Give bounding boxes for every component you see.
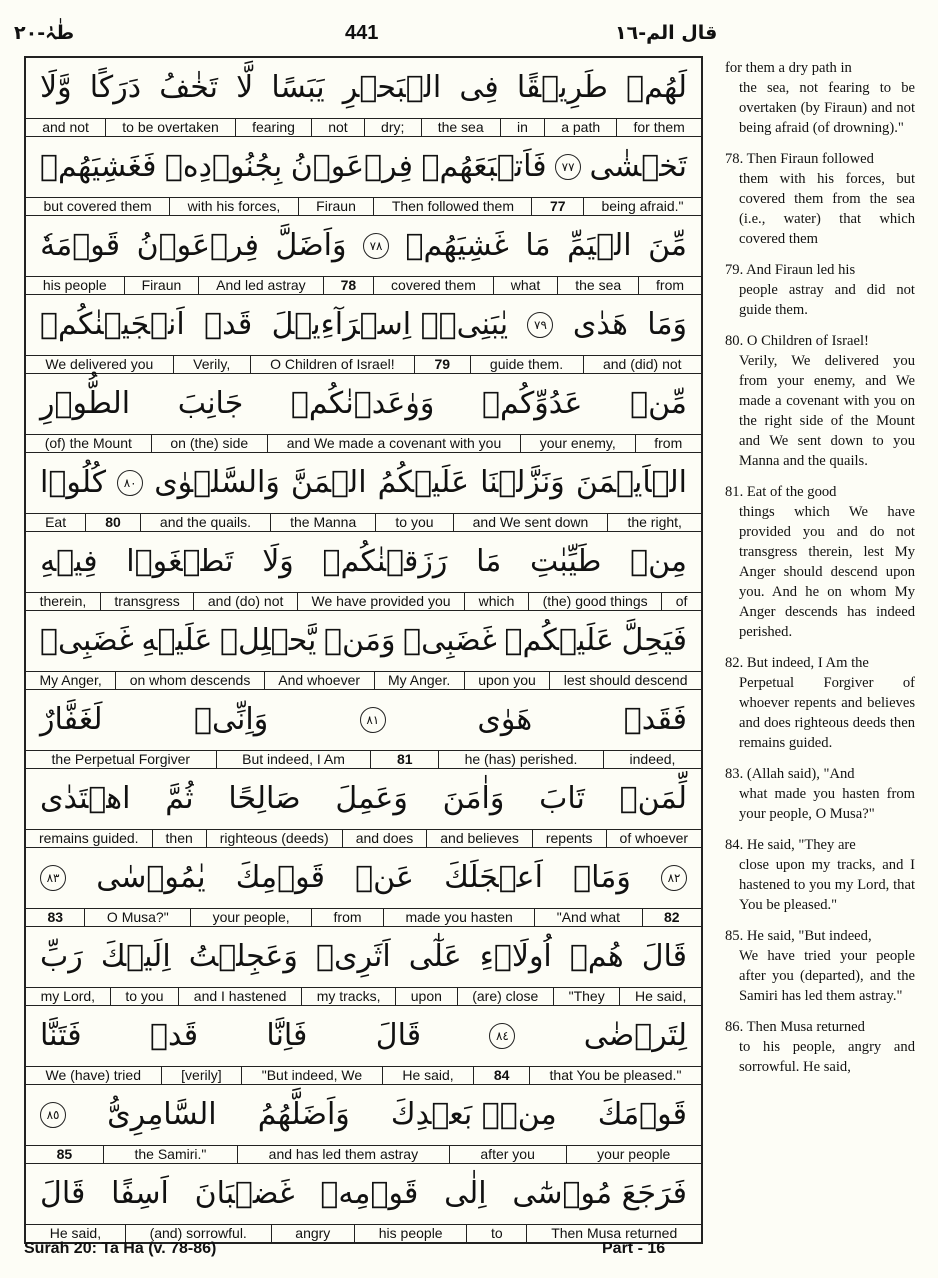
verse-marker-icon: ٨١	[360, 707, 386, 733]
arabic-word: قَدۡ	[149, 1018, 199, 1053]
english-gloss: the Samiri."	[103, 1146, 237, 1163]
arabic-word: عَدُوِّكُمۡ	[482, 386, 583, 421]
english-gloss-line	[26, 671, 701, 690]
arabic-word: عَلَيۡهِ	[141, 623, 213, 658]
english-gloss: Eat	[45, 514, 67, 530]
english-gloss: not	[311, 119, 364, 136]
arabic-line	[26, 374, 701, 434]
english-gloss: Firaun	[124, 277, 199, 294]
arabic-word: غَضۡبَانَ	[194, 1176, 295, 1211]
arabic-line	[26, 611, 701, 671]
english-gloss: the Manna	[270, 514, 375, 531]
english-gloss: angry	[271, 1225, 354, 1242]
arabic-word: لِّمَنۡ	[619, 781, 687, 816]
english-gloss: then	[152, 830, 206, 847]
arabic-word: مِّنَ	[648, 228, 687, 263]
english-gloss: 80	[85, 514, 140, 531]
page-number: 441	[345, 22, 379, 44]
english-gloss: but covered them	[43, 198, 152, 214]
arabic-word: الۡبَحۡرِ	[342, 70, 442, 105]
arabic-word: فَرَجَعَ مُوۡسٰٓى	[512, 1176, 687, 1211]
arabic-word: وَمَاۤ	[573, 860, 631, 895]
english-gloss: Then Musa returned	[526, 1225, 701, 1242]
arabic-word: اَنۡجَيۡنٰكُمۡ	[40, 307, 185, 342]
english-gloss: the Perpetual Forgiver	[51, 751, 191, 767]
arabic-word: وَالسَّلۡوٰى	[154, 465, 280, 500]
word-by-word-grid	[24, 56, 703, 1244]
english-gloss: that You be pleased."	[529, 1067, 701, 1084]
arabic-word: تَخٰفُ	[159, 70, 218, 105]
arabic-line	[26, 769, 701, 829]
translation-paragraph	[725, 835, 915, 915]
english-gloss: We (have) tried	[45, 1067, 141, 1083]
translation-paragraph	[725, 58, 915, 138]
english-gloss: We have provided you	[297, 593, 464, 610]
arabic-line	[26, 927, 701, 987]
arabic-word: وَوٰعَدۡنٰكُمۡ	[290, 386, 435, 421]
english-gloss: in	[500, 119, 544, 136]
english-gloss: and We sent down	[453, 514, 608, 531]
arabic-word: فِيۡهِ	[40, 544, 98, 579]
english-gloss: on whom descends	[115, 672, 264, 689]
english-gloss: from	[638, 277, 701, 294]
arabic-word: قَالَ	[375, 1018, 422, 1053]
english-gloss-line	[26, 1066, 701, 1085]
paragraph-first-line: 81. Eat of the good	[725, 484, 837, 500]
paragraph-body: people astray and did not guide them.	[739, 282, 915, 318]
english-gloss: But indeed, I Am	[216, 751, 371, 768]
english-gloss: and believes	[426, 830, 532, 847]
english-gloss: "But indeed, We	[241, 1067, 382, 1084]
english-gloss: to	[466, 1225, 526, 1242]
english-gloss: remains guided.	[38, 830, 139, 846]
arabic-word: وَمَنۡ	[324, 623, 396, 658]
paragraph-body: them with his forces, but covered them from the sea (i.e., water) that which covered them	[739, 171, 915, 247]
paragraph-body: Verily, We delivered you from your enemy, and We made a covenant with you on the right side of the Mount and We sent down to you Manna and the quails.	[739, 353, 915, 469]
arabic-line	[26, 58, 701, 118]
arabic-word: تَابَ	[539, 781, 585, 816]
english-gloss-line	[26, 276, 701, 295]
english-gloss: [verily]	[161, 1067, 242, 1084]
english-gloss: Firaun	[298, 198, 374, 215]
verse-marker-icon: ٧٨	[363, 233, 389, 259]
arabic-word: هَدٰى	[572, 307, 628, 342]
arabic-word: جَانِبَ	[177, 386, 244, 421]
arabic-word: الۡاَيۡمَنَ	[575, 465, 687, 500]
english-gloss-line	[26, 829, 701, 848]
english-gloss-line	[26, 513, 701, 532]
arabic-word: مِنۡۢ بَعۡدِكَ	[390, 1097, 557, 1132]
paragraph-body: what made you hasten from your people, O Musa?"	[739, 786, 915, 822]
paragraph-body: close upon my tracks, and I hastened to you my Lord, that You be pleased."	[739, 857, 915, 913]
arabic-word: وَعَمِلَ	[335, 781, 408, 816]
english-gloss: and the quails.	[140, 514, 270, 531]
arabic-word: قَوۡمَهٗ	[40, 228, 121, 263]
arabic-word: وَاِنِّىۡ	[194, 702, 269, 737]
english-gloss: to you	[375, 514, 452, 531]
arabic-word: كُلُوۡا	[40, 465, 107, 500]
english-gloss: fearing	[235, 119, 311, 136]
english-gloss: and does	[342, 830, 427, 847]
paragraph-body: things which We have provided you and do not transgress therein, lest My Anger should descend upon you. And he on whom My Anger descends has indeed perished.	[739, 504, 915, 640]
english-gloss: My Anger.	[374, 672, 464, 689]
arabic-word: اَثَرِىۡ	[315, 939, 391, 974]
english-gloss: from	[635, 435, 702, 452]
english-gloss: (the) good things	[528, 593, 661, 610]
english-gloss: guide them.	[470, 356, 583, 373]
english-gloss: 78	[323, 277, 373, 294]
arabic-word: وَنَزَّلۡنَا	[480, 465, 565, 500]
arabic-word: وَاَضَلَّ	[275, 228, 347, 263]
translation-paragraph	[725, 260, 915, 320]
arabic-word: اَعۡجَلَكَ	[444, 860, 543, 895]
paragraph-first-line: 83. (Allah said), "And	[725, 766, 855, 782]
translation-paragraph	[725, 149, 915, 249]
arabic-word: رَزَقۡنٰكُمۡ	[322, 544, 448, 579]
english-gloss: made you hasten	[383, 909, 534, 926]
arabic-word: هُمۡ	[569, 939, 624, 974]
english-gloss: (of) the Mount	[44, 435, 132, 451]
english-gloss: his people	[354, 1225, 466, 1242]
english-gloss-line	[26, 592, 701, 611]
arabic-word: يٰمُوۡسٰى	[96, 860, 206, 895]
paragraph-first-line: 86. Then Musa returned	[725, 1019, 865, 1035]
english-gloss: repents	[532, 830, 606, 847]
english-gloss-line	[26, 750, 701, 769]
arabic-line	[26, 295, 701, 355]
english-gloss: And led astray	[198, 277, 322, 294]
arabic-word: لَّا	[236, 70, 254, 105]
footer-part-number: Part - 16	[602, 1240, 666, 1257]
english-gloss: after you	[449, 1146, 566, 1163]
arabic-word: وَمَا	[647, 307, 687, 342]
arabic-word: فَاِنَّا	[266, 1018, 308, 1053]
arabic-word: بِجُنُوۡدِهٖ	[164, 149, 283, 184]
english-gloss: and (did) not	[583, 356, 701, 373]
english-gloss: (and) sorrowful.	[125, 1225, 271, 1242]
arabic-word: الۡيَمِّ	[567, 228, 632, 263]
arabic-word: عَلٰٓى	[408, 939, 462, 974]
paragraph-first-line: 84. He said, "They are	[725, 837, 856, 853]
arabic-word: لَغَفَّارٌ	[40, 702, 103, 737]
arabic-word: قَالَ	[641, 939, 687, 974]
english-gloss: 81	[370, 751, 438, 768]
english-gloss: my Lord,	[40, 988, 96, 1004]
arabic-word: طَرِيۡقًا	[516, 70, 608, 105]
english-gloss: from	[311, 909, 383, 926]
arabic-word: وَعَجِلۡتُ	[188, 939, 298, 974]
arabic-word: وَاٰمَنَ	[442, 781, 505, 816]
arabic-word: فِى	[459, 70, 499, 105]
english-gloss: which	[464, 593, 528, 610]
english-gloss: your people,	[190, 909, 311, 926]
arabic-word: ثُمَّ	[165, 781, 194, 816]
english-gloss: and (do) not	[193, 593, 297, 610]
arabic-word: عَلَيۡكُمُ	[377, 465, 470, 500]
english-gloss: upon you	[464, 672, 550, 689]
english-gloss: My Anger,	[39, 672, 102, 688]
english-gloss: (are) close	[457, 988, 553, 1005]
english-gloss: 79	[414, 356, 469, 373]
arabic-word: وَلَا	[262, 544, 294, 579]
arabic-word: مِنۡ	[630, 544, 687, 579]
english-gloss: "They	[553, 988, 619, 1005]
verse-marker-icon: ٨٥	[40, 1102, 66, 1128]
english-gloss-line	[26, 434, 701, 453]
arabic-word: مَا	[476, 544, 502, 579]
arabic-word: فِرۡعَوۡنُ	[136, 228, 259, 263]
paragraph-first-line: 82. But indeed, I Am the	[725, 655, 869, 671]
english-gloss: and I hastened	[178, 988, 301, 1005]
arabic-word: صَالِحًا	[228, 781, 301, 816]
arabic-word: فَغَشِيَهُمۡ	[40, 149, 157, 184]
english-gloss-line	[26, 118, 701, 137]
english-gloss: your enemy,	[520, 435, 635, 452]
english-gloss: O Musa?"	[84, 909, 190, 926]
english-gloss: the sea	[421, 119, 500, 136]
arabic-line	[26, 690, 701, 750]
arabic-word: عَلَيۡكُمۡ	[504, 623, 614, 658]
header-surah-arabic: طٰہٰ-٢٠	[14, 22, 75, 44]
arabic-word: فَيَحِلَّ	[621, 623, 687, 658]
arabic-word: اهۡتَدٰى	[40, 781, 131, 816]
footer-surah-title: Surah 20: Ta Ha (v. 78-86)	[24, 1240, 217, 1257]
english-gloss: my tracks,	[301, 988, 395, 1005]
english-gloss: the sea	[557, 277, 638, 294]
english-gloss: 84	[473, 1067, 529, 1084]
english-gloss-line	[26, 1145, 701, 1164]
translation-paragraph	[725, 331, 915, 471]
english-gloss: his people	[42, 277, 107, 293]
english-gloss: your people	[566, 1146, 701, 1163]
english-gloss: dry;	[364, 119, 421, 136]
verse-marker-icon: ٨٤	[489, 1023, 515, 1049]
arabic-word: مَا	[525, 228, 551, 263]
paragraph-first-line: for them a dry path in	[725, 60, 852, 76]
english-gloss: a path	[544, 119, 616, 136]
english-gloss: 82	[642, 909, 701, 926]
paragraph-body: to his people, angry and sorrowful. He said,	[739, 1039, 915, 1075]
arabic-word: غَضَبِىۡ	[40, 623, 134, 658]
translation-paragraph	[725, 653, 915, 753]
english-gloss: with his forces,	[169, 198, 298, 215]
translation-paragraph	[725, 482, 915, 642]
english-gloss: Verily,	[173, 356, 250, 373]
arabic-line	[26, 1164, 701, 1224]
english-gloss: Then followed them	[373, 198, 531, 215]
english-gloss: transgress	[100, 593, 193, 610]
english-gloss: being afraid."	[583, 198, 701, 215]
arabic-word: اِلٰى	[444, 1176, 487, 1211]
arabic-word: وَّلَا	[40, 70, 72, 105]
paragraph-body: We have tried your people after you (departed), and the Samiri has led them astray."	[739, 948, 915, 1004]
english-gloss: indeed,	[603, 751, 701, 768]
arabic-word: عَنۡ	[355, 860, 414, 895]
english-gloss: for them	[616, 119, 701, 136]
paragraph-first-line: 80. O Children of Israel!	[725, 333, 869, 349]
arabic-word: فِرۡعَوۡنُ	[290, 149, 414, 184]
arabic-word: رَبِّ	[40, 939, 83, 974]
english-gloss: He said,	[382, 1067, 474, 1084]
english-gloss-line	[26, 197, 701, 216]
english-gloss: 83	[47, 909, 64, 925]
arabic-line	[26, 453, 701, 513]
arabic-word: يٰبَنِىۡۤ اِسۡرَآءِيۡلَ	[271, 307, 509, 342]
verse-marker-icon: ٧٧	[555, 154, 581, 180]
arabic-word: الۡمَنَّ	[290, 465, 367, 500]
arabic-word: مِّنۡ	[630, 386, 687, 421]
paragraph-body: Perpetual Forgiver of whoever repents and believes and does righteous deeds then remains guided.	[739, 675, 915, 751]
arabic-word: طَيِّبٰتِ	[529, 544, 602, 579]
arabic-word: دَرَكًا	[89, 70, 142, 105]
translation-paragraph	[725, 1017, 915, 1077]
verse-marker-icon: ٨٠	[117, 470, 143, 496]
translation-paragraph	[725, 764, 915, 824]
translation-column	[725, 58, 915, 1088]
arabic-word: الطُّوۡرِ	[40, 386, 131, 421]
verse-marker-icon: ٧٩	[527, 312, 553, 338]
translation-paragraph	[725, 926, 915, 1006]
english-gloss: "And what	[534, 909, 641, 926]
arabic-word: قَدۡ	[204, 307, 253, 342]
arabic-line	[26, 532, 701, 592]
arabic-line	[26, 848, 701, 908]
arabic-word: تَخۡشٰى	[589, 149, 687, 184]
english-gloss: of whoever	[606, 830, 701, 847]
arabic-word: تَطۡغَوۡا	[126, 544, 234, 579]
english-gloss: He said,	[49, 1225, 102, 1241]
paragraph-body: the sea, not fearing to be overtaken (by Firaun) and not being afraid (of drowning)."	[739, 80, 915, 136]
arabic-word: غَضَبِىۡ	[403, 623, 497, 658]
arabic-word: فَاَتۡبَعَهُمۡ	[421, 149, 547, 184]
arabic-word: اُولَاۤءِ	[479, 939, 552, 974]
arabic-word: لِتَرۡضٰى	[583, 1018, 687, 1053]
english-gloss: to you	[110, 988, 178, 1005]
verse-marker-icon: ٨٣	[40, 865, 66, 891]
arabic-word: فَقَدۡ	[623, 702, 687, 737]
english-gloss: the right,	[607, 514, 701, 531]
arabic-word: هَوٰى	[477, 702, 533, 737]
arabic-word: وَاَضَلَّهُمُ	[257, 1097, 350, 1132]
arabic-word: يَّحۡلِلۡ	[220, 623, 317, 658]
english-gloss: 77	[531, 198, 583, 215]
english-gloss: We delivered you	[45, 356, 154, 372]
english-gloss: O Children of Israel!	[250, 356, 414, 373]
verse-marker-icon: ٨٢	[661, 865, 687, 891]
paragraph-first-line: 85. He said, "But indeed,	[725, 928, 872, 944]
english-gloss: and not	[42, 119, 89, 135]
english-gloss: And whoever	[264, 672, 374, 689]
english-gloss: He said,	[619, 988, 701, 1005]
paragraph-first-line: 78. Then Firaun followed	[725, 151, 874, 167]
english-gloss: and has led them astray	[237, 1146, 449, 1163]
english-gloss: 85	[56, 1146, 73, 1162]
arabic-word: اِلَيۡكَ	[100, 939, 171, 974]
english-gloss: to be overtaken	[105, 119, 235, 136]
arabic-line	[26, 1006, 701, 1066]
arabic-word: فَتَنَّا	[40, 1018, 82, 1053]
english-gloss: and We made a covenant with you	[267, 435, 520, 452]
english-gloss: lest should descend	[549, 672, 701, 689]
english-gloss-line	[26, 355, 701, 374]
english-gloss: what	[493, 277, 557, 294]
arabic-word: يَبَسًا	[271, 70, 325, 105]
english-gloss: upon	[395, 988, 456, 1005]
arabic-line	[26, 216, 701, 276]
english-gloss: righteous (deeds)	[206, 830, 342, 847]
arabic-line	[26, 137, 701, 197]
arabic-word: لَهُمۡ	[626, 70, 687, 105]
arabic-word: قَوۡمِكَ	[235, 860, 325, 895]
english-gloss-line	[26, 987, 701, 1006]
arabic-word: قَالَ	[40, 1176, 86, 1211]
arabic-word: قَوۡمَكَ	[597, 1097, 687, 1132]
english-gloss: covered them	[373, 277, 493, 294]
arabic-word: قَوۡمِهٖ	[320, 1176, 419, 1211]
paragraph-first-line: 79. And Firaun led his	[725, 262, 856, 278]
english-gloss: he (has) perished.	[438, 751, 603, 768]
header-juz-arabic: قال الم-١٦	[615, 22, 718, 44]
arabic-word: غَشِيَهُمۡ	[405, 228, 509, 263]
arabic-line	[26, 1085, 701, 1145]
english-gloss: of	[661, 593, 701, 610]
arabic-word: السَّامِرِىُّ	[107, 1097, 217, 1132]
english-gloss: therein,	[39, 593, 87, 609]
arabic-word: اَسِفًا	[111, 1176, 169, 1211]
english-gloss: on (the) side	[151, 435, 267, 452]
english-gloss-line	[26, 908, 701, 927]
